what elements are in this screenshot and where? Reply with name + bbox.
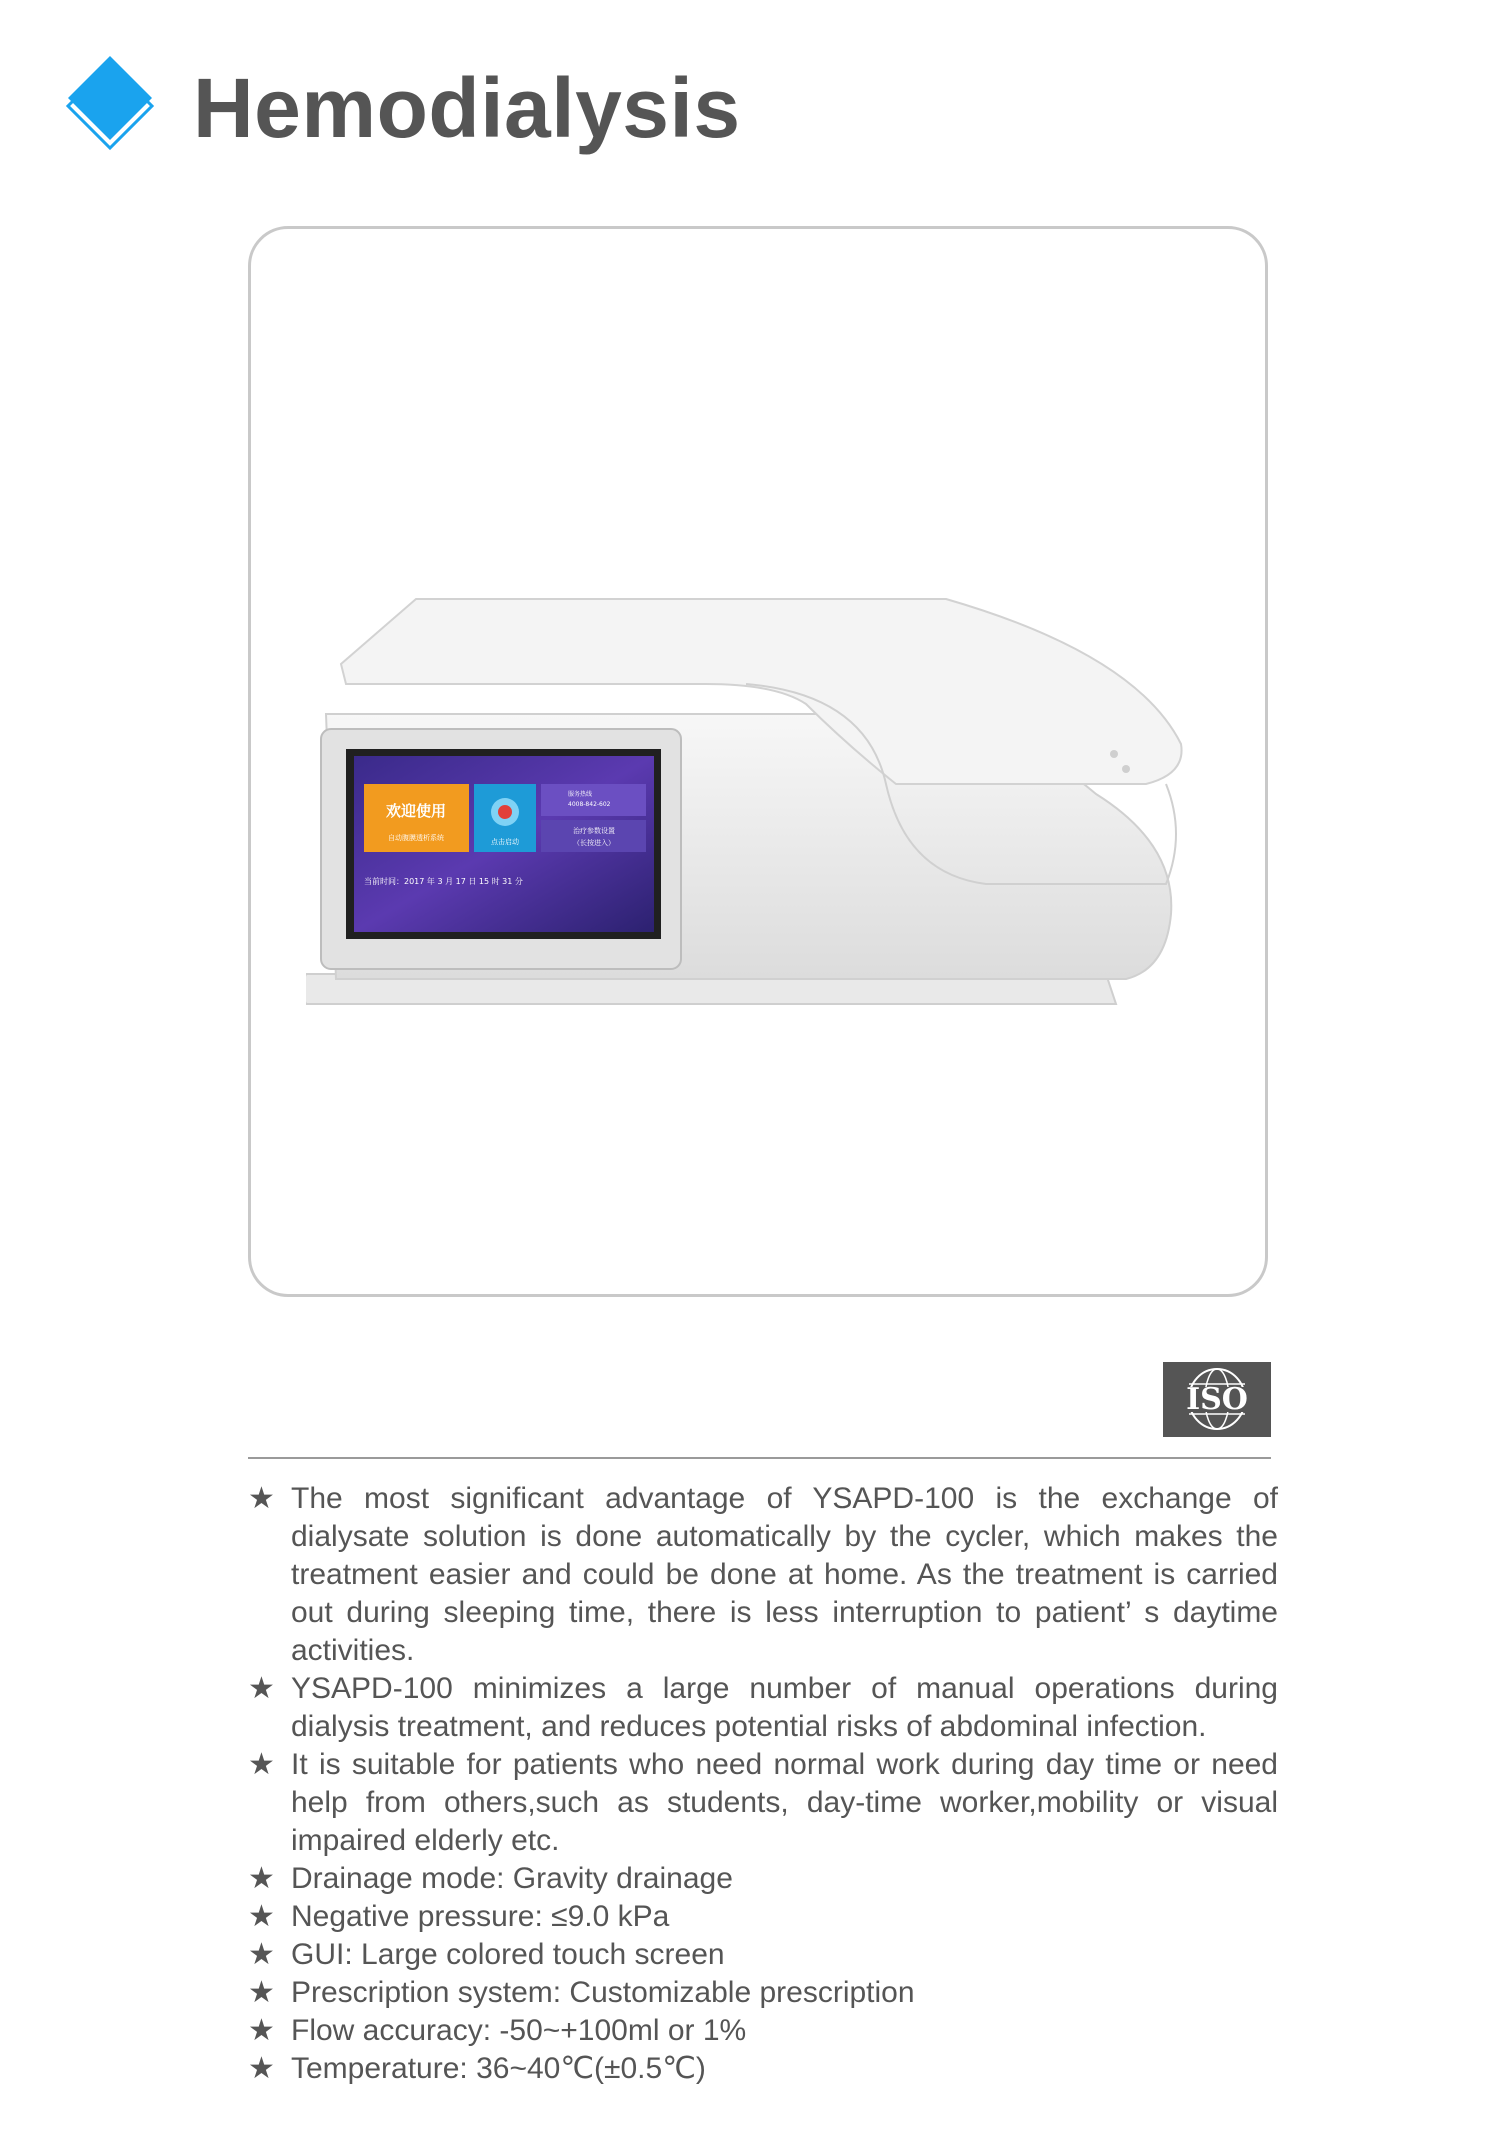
feature-list — [248, 1480, 1278, 2088]
star-icon: ★ — [248, 1938, 275, 1971]
page-header — [60, 50, 960, 160]
screen-welcome: 欢迎使用 — [385, 802, 447, 820]
star-icon: ★ — [248, 1862, 275, 1895]
star-icon: ★ — [248, 2052, 275, 2085]
diamond-icon — [60, 50, 160, 160]
feature-text: GUI: Large colored touch screen — [291, 1938, 725, 1971]
iso-badge — [1163, 1362, 1271, 1437]
screen-settings: 治疗参数设置 — [573, 827, 615, 835]
feature-item — [248, 1670, 1278, 1746]
screen-settings-sub: （长按进入） — [573, 839, 615, 847]
star-icon: ★ — [248, 1900, 275, 1933]
feature-text: Prescription system: Customizable prescription — [291, 1976, 915, 2009]
feature-item — [248, 2012, 1278, 2050]
feature-item — [248, 1974, 1278, 2012]
feature-text: Drainage mode: Gravity drainage — [291, 1862, 733, 1895]
feature-text: Temperature: 36~40℃(±0.5℃) — [291, 2052, 706, 2085]
feature-item — [248, 1898, 1278, 1936]
star-icon: ★ — [248, 1748, 275, 1781]
section-divider — [248, 1457, 1271, 1459]
star-icon: ★ — [248, 1976, 275, 2009]
star-icon: ★ — [248, 2014, 275, 2047]
star-icon: ★ — [248, 1672, 275, 1705]
feature-item — [248, 2050, 1278, 2088]
feature-text: Flow accuracy: -50~+100ml or 1% — [291, 2014, 747, 2047]
feature-text: YSAPD-100 minimizes a large number of manual operations during dialysis treatment, and reduces potential risks of abdominal infection. — [291, 1672, 1278, 1743]
screen-time-row: 当前时间：2017 年 3 月 17 日 15 时 31 分 — [364, 877, 523, 886]
feature-item — [248, 1746, 1278, 1860]
feature-item — [248, 1480, 1278, 1670]
device-photo — [306, 584, 1236, 1044]
star-icon: ★ — [248, 1482, 275, 1515]
iso-text: ISO — [1186, 1382, 1248, 1417]
product-photo-frame — [248, 226, 1268, 1297]
screen-hotline-label: 服务热线 — [568, 791, 593, 798]
screen-start: 点击启动 — [491, 838, 519, 846]
feature-item — [248, 1936, 1278, 1974]
page-title: Hemodialysis — [193, 61, 741, 155]
feature-text: Negative pressure: ≤9.0 kPa — [291, 1900, 670, 1933]
feature-text: The most significant advantage of YSAPD-100 is the exchange of dialysate solution is done automatically by the cycler, which makes the treatment easier and could be done at home. As the treatment is carried out during sleeping time, there is less interruption to patient’ s daytime activities. — [291, 1482, 1278, 1667]
feature-text: It is suitable for patients who need normal work during day time or need help from others,such as students, day-time worker,mobility or visual impaired elderly etc. — [291, 1748, 1278, 1857]
feature-item — [248, 1860, 1278, 1898]
screen-welcome-sub: 自动腹膜透析系统 — [388, 834, 444, 842]
screen-hotline: 4008-842-602 — [568, 801, 611, 808]
